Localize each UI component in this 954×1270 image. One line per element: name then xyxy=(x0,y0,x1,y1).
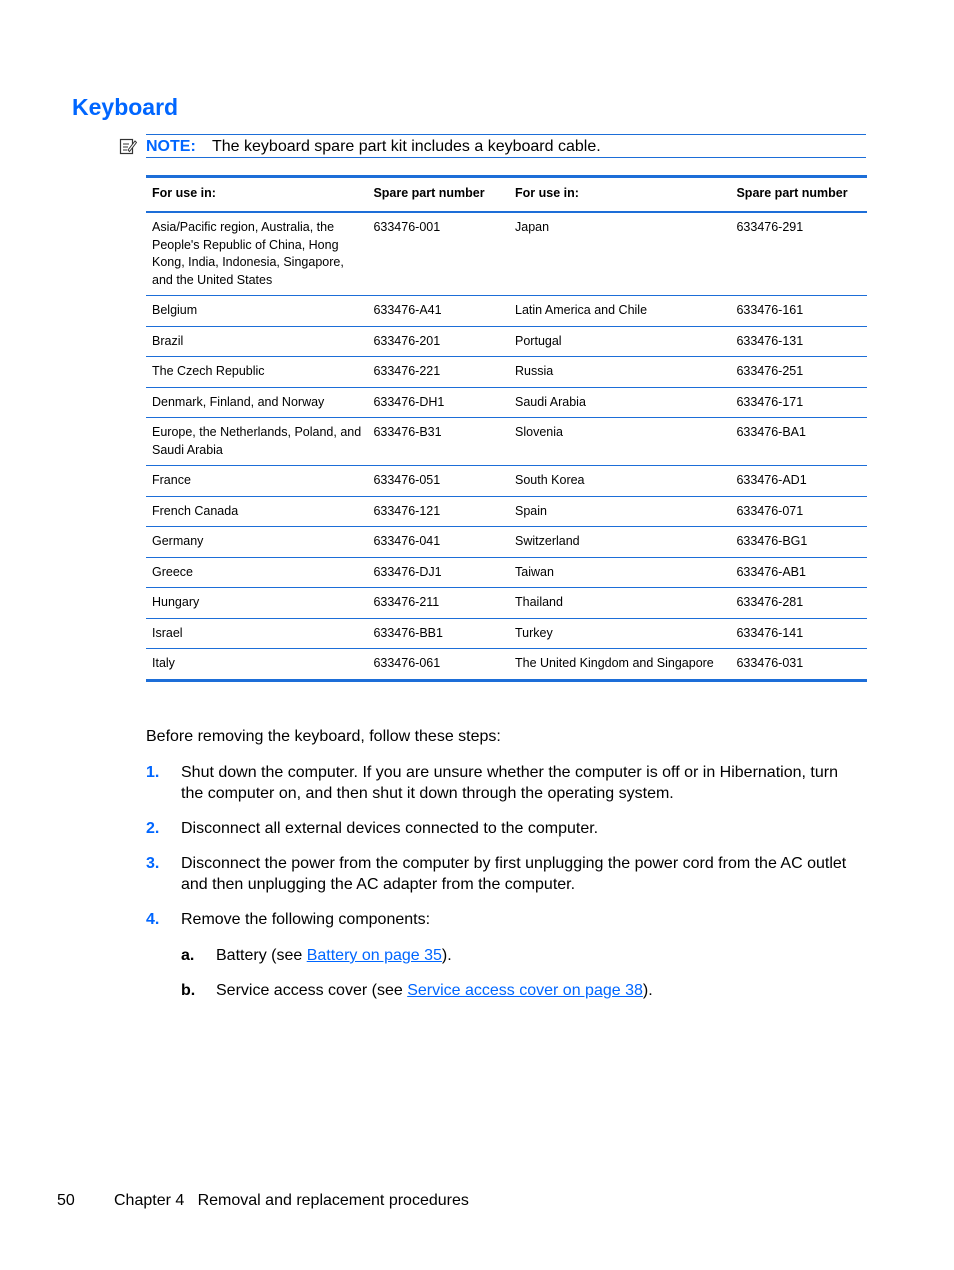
cell-region: Europe, the Netherlands, Poland, and Saudi Arabia xyxy=(146,418,367,466)
cell-part-number: 633476-031 xyxy=(736,656,804,670)
table-row xyxy=(146,418,867,466)
header-for-use-in: For use in: xyxy=(146,177,367,213)
cell-region: Denmark, Finland, and Norway xyxy=(146,387,367,418)
cell-region: Russia xyxy=(509,357,730,388)
cell-region: Spain xyxy=(509,496,730,527)
substep-letter: a. xyxy=(181,947,195,964)
note-label: NOTE: xyxy=(146,138,196,155)
cell-part-number: 633476-121 xyxy=(367,496,509,527)
cell-region: The United Kingdom and Singapore xyxy=(515,656,714,670)
cell-part-number: 633476-291 xyxy=(730,212,867,296)
cell-part-number: 633476-061 xyxy=(373,656,441,670)
cell-part-number: 633476-251 xyxy=(730,357,867,388)
step-number: 4. xyxy=(146,911,160,928)
substep-letter: b. xyxy=(181,982,196,999)
cell-part-number: 633476-131 xyxy=(730,326,867,357)
substep-text-after: ). xyxy=(441,947,452,964)
step-number: 2. xyxy=(146,820,160,837)
cell-region: Turkey xyxy=(509,618,730,649)
step-text: Remove the following components: xyxy=(181,911,431,928)
cell-region: Taiwan xyxy=(509,557,730,588)
cell-region: France xyxy=(146,466,367,497)
battery-link[interactable]: Battery on page 35 xyxy=(306,947,442,964)
header-spare-part-number: Spare part number xyxy=(730,177,867,213)
chapter-title: Chapter 4 Removal and replacement procedures xyxy=(114,1192,469,1209)
cell-region: Saudi Arabia xyxy=(509,387,730,418)
substep-text xyxy=(216,980,653,1001)
service-access-cover-link[interactable]: Service access cover on page 38 xyxy=(407,982,643,999)
table-row xyxy=(146,466,867,497)
table-row xyxy=(146,296,867,327)
cell-part-number: 633476-141 xyxy=(730,618,867,649)
table-row xyxy=(146,557,867,588)
cell-region: Hungary xyxy=(146,588,367,619)
cell-part-number: 633476-201 xyxy=(367,326,509,357)
cell-region: Japan xyxy=(509,212,730,296)
cell-part-number: 633476-221 xyxy=(367,357,509,388)
cell-region: Germany xyxy=(146,527,367,558)
table-header-row xyxy=(146,177,867,213)
cell-part-number: 633476-001 xyxy=(367,212,509,296)
cell-region: Belgium xyxy=(146,296,367,327)
table-row xyxy=(146,212,867,296)
cell-region: Slovenia xyxy=(509,418,730,466)
note-pencil-icon xyxy=(119,137,137,155)
note-box xyxy=(146,134,866,158)
cell-part-number: 633476-BB1 xyxy=(367,618,509,649)
step-number: 1. xyxy=(146,764,160,781)
cell-part-number: 633476-051 xyxy=(367,466,509,497)
page-title: Keyboard xyxy=(72,94,179,120)
header-for-use-in: For use in: xyxy=(509,177,730,213)
substep-text-before: Service access cover (see xyxy=(216,982,408,999)
substep-text-before: Battery (see xyxy=(216,947,307,964)
note-text: The keyboard spare part kit includes a keyboard cable. xyxy=(212,138,601,155)
cell-part-number: 633476-071 xyxy=(730,496,867,527)
cell-region: Asia/Pacific region, Australia, the People's Republic of China, Hong Kong, India, Indonesia, Singapore, and the United States xyxy=(146,212,367,296)
table-body xyxy=(146,212,867,680)
cell-region: Latin America and Chile xyxy=(509,296,730,327)
cell-part-number: 633476-B31 xyxy=(367,418,509,466)
cell-part-number: 633476-DH1 xyxy=(367,387,509,418)
cell-part-number: 633476-BA1 xyxy=(730,418,867,466)
cell-part-number: 633476-041 xyxy=(367,527,509,558)
table-row xyxy=(146,527,867,558)
step-text: Shut down the computer. If you are unsure whether the computer is off or in Hibernation, turn the computer on, and then shut it down through the operating system. xyxy=(181,764,838,802)
cell-part-number: 633476-211 xyxy=(367,588,509,619)
table-row xyxy=(146,326,867,357)
cell-part-number: 633476-AB1 xyxy=(730,557,867,588)
step-number: 3. xyxy=(146,855,160,872)
table-row xyxy=(146,649,867,681)
cell-part-number: 633476-161 xyxy=(730,296,867,327)
cell-part-number: 633476-A41 xyxy=(367,296,509,327)
cell-part-number: 633476-AD1 xyxy=(730,466,867,497)
cell-region: Greece xyxy=(146,557,367,588)
page-number: 50 xyxy=(57,1192,75,1209)
cell-region: Italy xyxy=(152,656,175,670)
step-text: Disconnect the power from the computer by first unplugging the power cord from the AC outlet and then unplugging the AC adapter from the computer. xyxy=(181,855,847,893)
cell-part-number: 633476-DJ1 xyxy=(367,557,509,588)
cell-region: Israel xyxy=(146,618,367,649)
cell-part-number: 633476-171 xyxy=(730,387,867,418)
table-row xyxy=(146,496,867,527)
substep-text xyxy=(216,945,452,966)
step-text: Disconnect all external devices connected to the computer. xyxy=(181,820,599,837)
cell-region: Thailand xyxy=(509,588,730,619)
cell-region: Switzerland xyxy=(509,527,730,558)
cell-region: Brazil xyxy=(146,326,367,357)
cell-part-number: 633476-BG1 xyxy=(730,527,867,558)
table-row xyxy=(146,357,867,388)
header-spare-part-number: Spare part number xyxy=(367,177,509,213)
table-row xyxy=(146,588,867,619)
substep-text-after: ). xyxy=(642,982,653,999)
cell-region: French Canada xyxy=(146,496,367,527)
cell-part-number: 633476-281 xyxy=(730,588,867,619)
spare-parts-table xyxy=(146,175,867,682)
table-row xyxy=(146,387,867,418)
table-row xyxy=(146,618,867,649)
cell-region: South Korea xyxy=(509,466,730,497)
intro-text: Before removing the keyboard, follow these steps: xyxy=(146,728,501,745)
cell-region: Portugal xyxy=(509,326,730,357)
cell-region: The Czech Republic xyxy=(146,357,367,388)
